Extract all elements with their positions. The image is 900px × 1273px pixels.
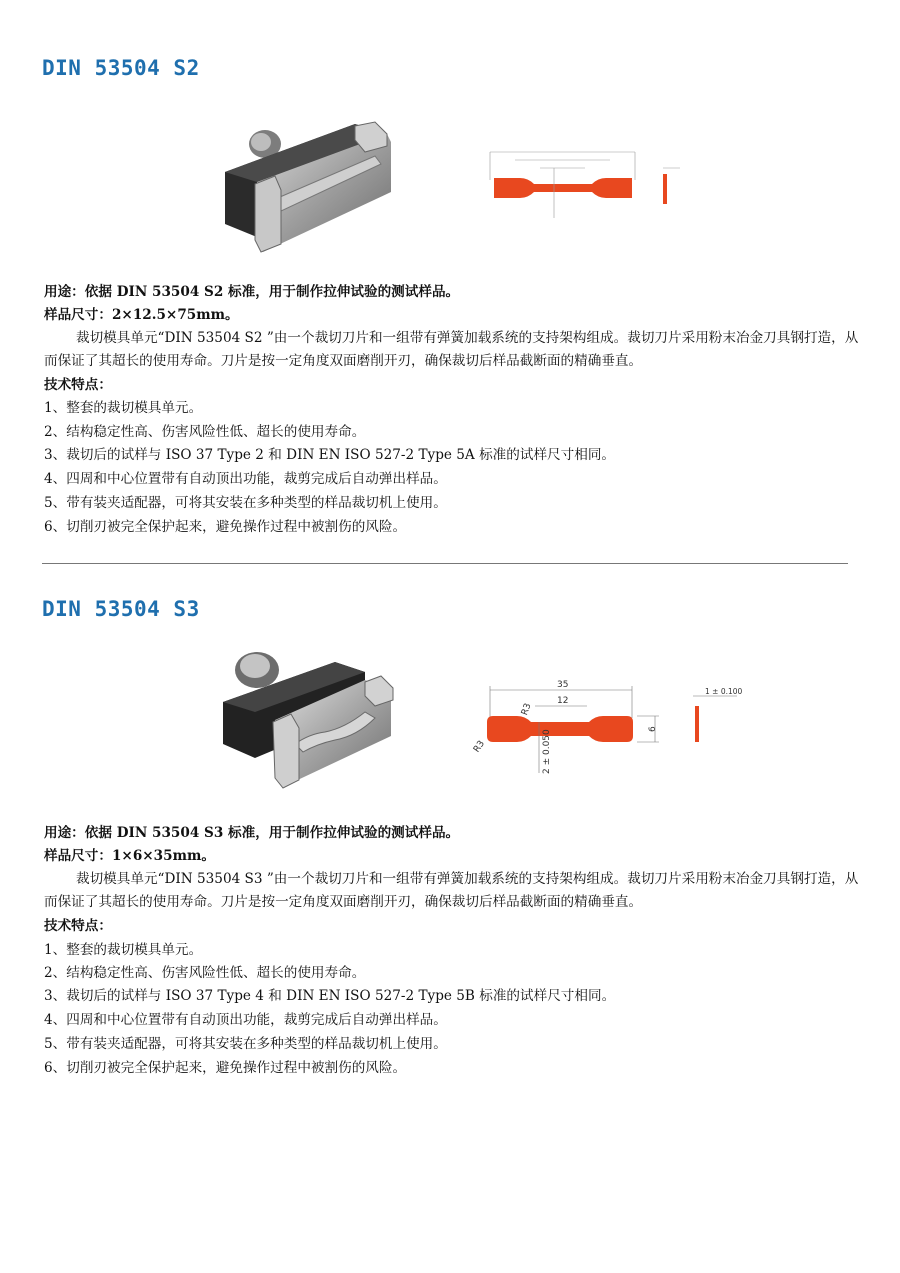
description-text: 裁切模具单元“DIN 53504 S3 ”由一个裁切刀片和一组带有弹簧加载系统的支持架构组成。裁切刀片采用粉末冶金刀具钢打造，从而保证了其超长的使用寿命。刀片是按一定角度双面磨削开刃，确保裁切后样品截断面的精确垂直。 — [44, 871, 859, 910]
usage-text: 用途：依据 DIN 53504 S3 标准，用于制作拉伸试验的测试样品。 — [44, 825, 460, 841]
section-divider — [42, 563, 848, 564]
feature-item: 1、整套的裁切模具单元。 — [44, 942, 203, 958]
sample-size-text: 样品尺寸：2×12.5×75mm。 — [44, 307, 239, 323]
feature-item: 3、裁切后的试样与 ISO 37 Type 2 和 DIN EN ISO 527-2 Type 5A 标准的试样尺寸相同。 — [44, 447, 616, 463]
dimension-narrow: 2 ± 0.050 — [542, 729, 552, 774]
feature-item: 2、结构稳定性高、伤害风险性低、超长的使用寿命。 — [44, 424, 366, 440]
dimension-radius-outer: R3 — [471, 739, 488, 755]
section-title: DIN 53504 S2 — [42, 56, 200, 80]
feature-item: 5、带有装夹适配器，可将其安装在多种类型的样品裁切机上使用。 — [44, 1036, 447, 1052]
feature-item: 6、切削刃被完全保护起来，避免操作过程中被割伤的风险。 — [44, 1060, 407, 1076]
feature-item: 3、裁切后的试样与 ISO 37 Type 4 和 DIN EN ISO 527-2 Type 5B 标准的试样尺寸相同。 — [44, 988, 616, 1004]
section-title: DIN 53504 S3 — [42, 597, 200, 621]
dimension-radius-inner: R3 — [520, 702, 534, 717]
dimension-center: 12 — [557, 696, 569, 706]
feature-item: 1、整套的裁切模具单元。 — [44, 400, 203, 416]
features-heading: 技术特点： — [44, 377, 112, 393]
sample-size-text: 样品尺寸：1×6×35mm。 — [44, 848, 215, 864]
description-text: 裁切模具单元“DIN 53504 S2 ”由一个裁切刀片和一组带有弹簧加载系统的支持架构组成。裁切刀片采用粉末冶金刀具钢打造，从而保证了其超长的使用寿命。刀片是按一定角度双面磨削开刃，确保裁切后样品截断面的精确垂直。 — [44, 330, 859, 369]
features-heading: 技术特点： — [44, 918, 112, 934]
die-cutter-image — [215, 112, 395, 262]
specimen-drawing — [470, 140, 700, 225]
dimension-thickness: 1 ± 0.100 — [705, 687, 743, 696]
die-cutter-image — [215, 640, 400, 795]
usage-text: 用途：依据 DIN 53504 S2 标准，用于制作拉伸试验的测试样品。 — [44, 284, 460, 300]
dimension-width: 6 — [648, 726, 658, 732]
feature-item: 4、四周和中心位置带有自动顶出功能，裁剪完成后自动弹出样品。 — [44, 1012, 447, 1028]
feature-item: 5、带有装夹适配器，可将其安装在多种类型的样品裁切机上使用。 — [44, 495, 447, 511]
specimen-drawing — [465, 678, 745, 778]
dimension-length: 35 — [557, 680, 569, 690]
feature-item: 2、结构稳定性高、伤害风险性低、超长的使用寿命。 — [44, 965, 366, 981]
feature-item: 4、四周和中心位置带有自动顶出功能，裁剪完成后自动弹出样品。 — [44, 471, 447, 487]
feature-item: 6、切削刃被完全保护起来，避免操作过程中被割伤的风险。 — [44, 519, 407, 535]
